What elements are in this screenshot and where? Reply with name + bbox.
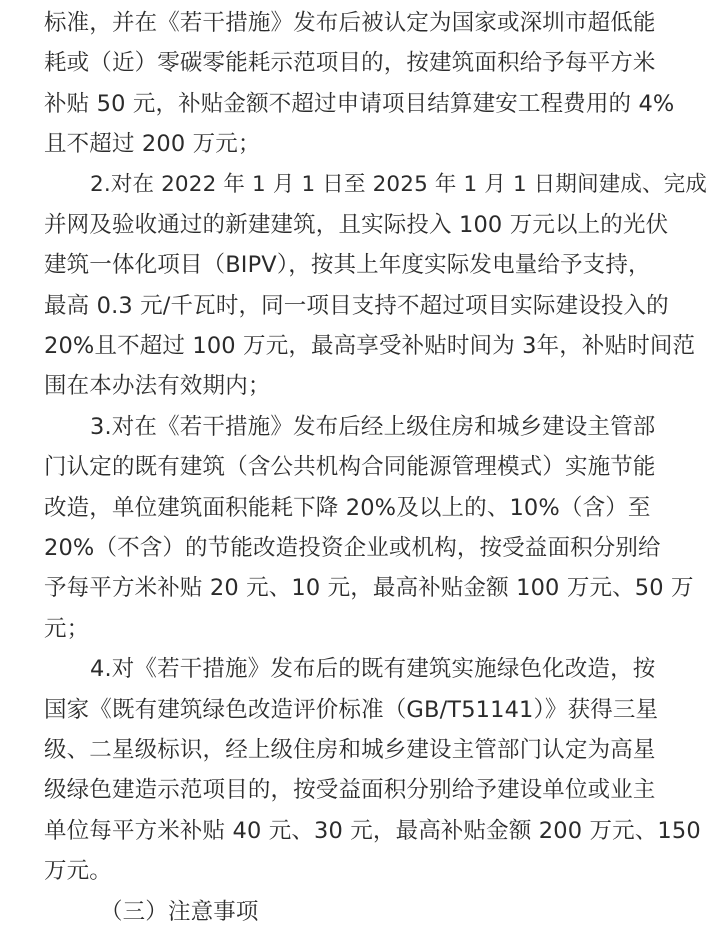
text-line: 4.对《若干措施》发布后的既有建筑实施绿色化改造，按 [90, 656, 656, 682]
text-line: 3.对在《若干措施》发布后经上级住房和城乡建设主管部 [90, 414, 656, 440]
text-line: 万元。 [44, 858, 112, 884]
text-line: 级、二星级标识，经上级住房和城乡建设主管部门认定为高星 [44, 737, 656, 763]
text-line: 标准，并在《若干措施》发布后被认定为国家或深圳市超低能 [44, 10, 656, 36]
text-line: 建筑一体化项目（BIPV），按其上年度实际发电量给予支持， [44, 252, 651, 278]
text-line: 级绿色建造示范项目的，按受益面积分别给予建设单位或业主 [44, 777, 656, 803]
text-line: 补贴 50 元，补贴金额不超过申请项目结算建安工程费用的 4% [44, 91, 675, 117]
text-line: 耗或（近）零碳零能耗示范项目的，按建筑面积给予每平方米 [44, 50, 656, 76]
text-line: 元； [44, 616, 90, 642]
section-heading: （三）注意事项 [100, 899, 259, 925]
text-line: 并网及验收通过的新建建筑，且实际投入 100 万元以上的光伏 [44, 212, 669, 238]
text-line: 单位每平方米补贴 40 元、30 元，最高补贴金额 200 万元、150 [44, 818, 701, 844]
text-line: 20%（不含）的节能改造投资企业或机构，按受益面积分别给 [44, 535, 661, 561]
text-line: 国家《既有建筑绿色改造评价标准（GB/T51141）》获得三星 [44, 697, 659, 723]
text-line: 最高 0.3 元/千瓦时，同一项目支持不超过项目实际建设投入的 [44, 293, 669, 319]
text-line: 门认定的既有建筑（含公共机构合同能源管理模式）实施节能 [44, 454, 656, 480]
text-line: 改造，单位建筑面积能耗下降 20%及以上的、10%（含）至 [44, 495, 651, 521]
text-line: 予每平方米补贴 20 元、10 元，最高补贴金额 100 万元、50 万 [44, 575, 694, 601]
text-line: 2.对在 2022 年 1 月 1 日至 2025 年 1 月 1 日期间建成、完成 [90, 172, 707, 197]
text-line: 围在本办法有效期内； [44, 373, 271, 399]
text-line: 且不超过 200 万元； [44, 131, 261, 157]
text-line: 20%且不超过 100 万元，最高享受补贴时间为 3年，补贴时间范 [44, 333, 696, 359]
